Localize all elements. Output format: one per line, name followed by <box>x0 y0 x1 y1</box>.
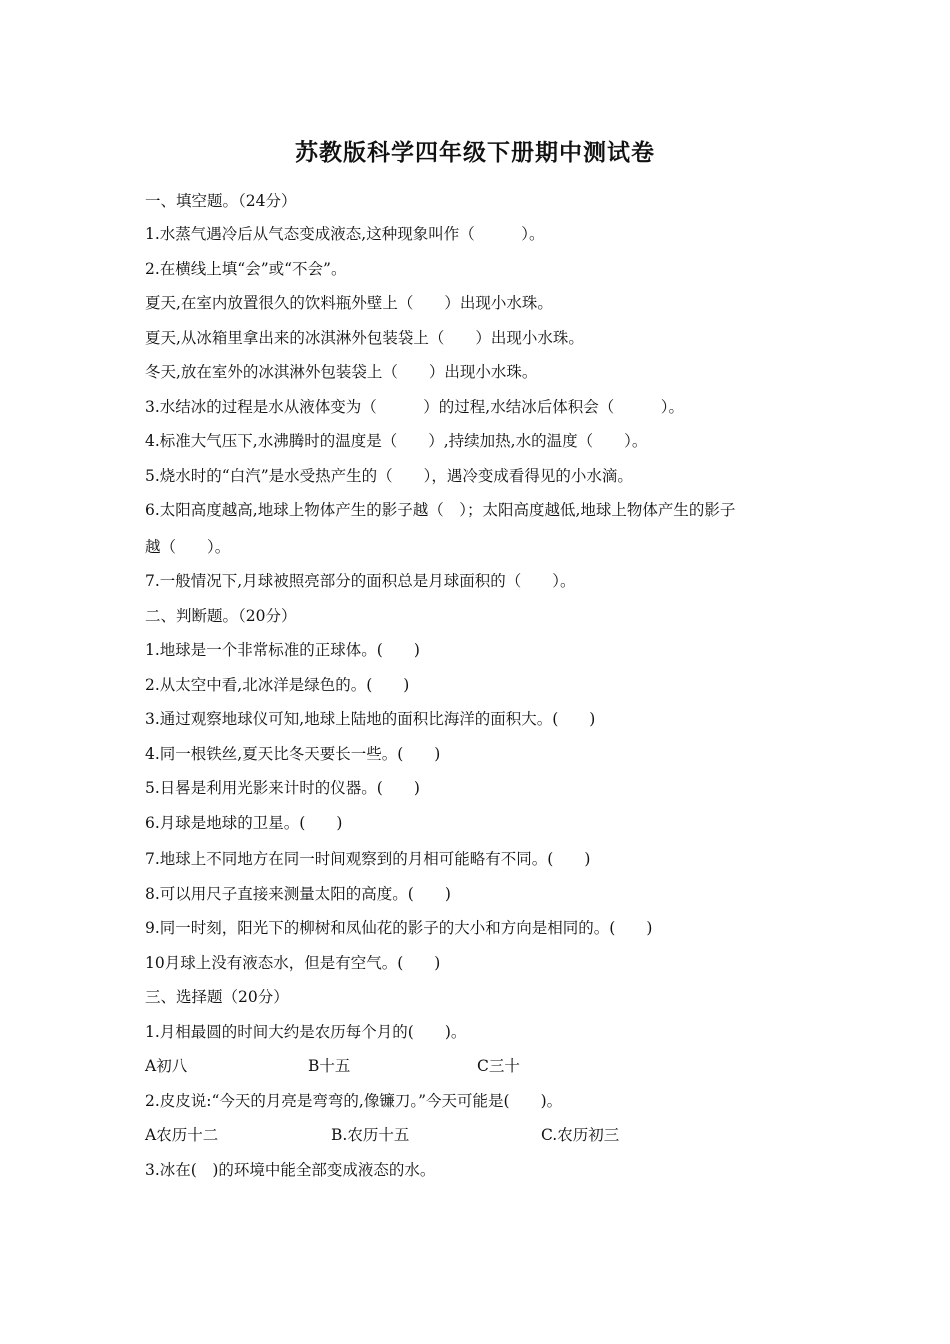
question-text: 8.可以用尺子直接来测量太阳的高度。( ) <box>145 884 451 903</box>
option-a: A初八 <box>145 1057 188 1075</box>
question-text: 越（ ）。 <box>145 537 231 556</box>
question-text: 1.月相最圆的时间大约是农历每个月的( )。 <box>145 1022 467 1041</box>
question-text: 2.皮皮说:“今天的月亮是弯弯的,像镰刀。”今天可能是( )。 <box>145 1091 563 1110</box>
section-heading-multiple-choice: 三、选择题（20分） <box>145 988 289 1006</box>
option-a: A农历十二 <box>145 1126 219 1144</box>
exam-body <box>145 190 815 1187</box>
question-text: 10月球上没有液态水，但是有空气。( ) <box>145 953 441 972</box>
question-text: 4.标准大气压下,水沸腾时的温度是（ ）,持续加热,水的温度（ ）。 <box>145 432 648 450</box>
page-title: 苏教版科学四年级下册期中测试卷 <box>295 139 655 166</box>
option-b: B.农历十五 <box>331 1126 410 1144</box>
question-text: 冬天,放在室外的冰淇淋外包装袋上（ ）出现小水珠。 <box>145 363 538 381</box>
answer-options <box>145 1049 815 1084</box>
section-heading-fill-blank: 一、填空题。（24分） <box>145 192 297 210</box>
question-text: 3.通过观察地球仪可知,地球上陆地的面积比海洋的面积大。( ) <box>145 710 596 728</box>
question-text: 7.一般情况下,月球被照亮部分的面积总是月球面积的（ ）。 <box>145 572 576 590</box>
question-text: 2.在横线上填“会”或“不会”。 <box>145 259 347 278</box>
answer-options <box>145 1118 815 1153</box>
option-c: C三十 <box>477 1057 520 1075</box>
question-text: 1.地球是一个非常标准的正球体。( ) <box>145 641 420 659</box>
question-text: 7.地球上不同地方在同一时间观察到的月相可能略有不同。( ) <box>145 850 591 868</box>
question-text: 5.日晷是利用光影来计时的仪器。( ) <box>145 779 420 797</box>
question-text: 5.烧水时的“白汽”是水受热产生的（ ），遇冷变成看得见的小水滴。 <box>145 466 633 485</box>
question-text: 3.冰在( )的环境中能全部变成液态的水。 <box>145 1160 436 1179</box>
question-text: 6.太阳高度越高,地球上物体产生的影子越（ ）；太阳高度越低,地球上物体产生的影子 <box>145 501 736 519</box>
option-c: C.农历初三 <box>541 1126 620 1144</box>
question-text: 6.月球是地球的卫星。( ) <box>145 813 343 832</box>
question-text: 2.从太空中看,北冰洋是绿色的。( ) <box>145 675 410 694</box>
section-heading-true-false: 二、判断题。（20分） <box>145 606 297 625</box>
question-text: 夏天,从冰箱里拿出来的冰淇淋外包装袋上（ ）出现小水珠。 <box>145 328 584 347</box>
question-text: 1.水蒸气遇冷后从气态变成液态,这种现象叫作（ ）。 <box>145 225 545 243</box>
option-b: B十五 <box>308 1057 351 1075</box>
question-text: 4.同一根铁丝,夏天比冬天要长一些。( ) <box>145 744 441 763</box>
question-text: 夏天,在室内放置很久的饮料瓶外壁上（ ）出现小水珠。 <box>145 294 553 312</box>
question-text: 3.水结冰的过程是水从液体变为（ ）的过程,水结冰后体积会（ ）。 <box>145 397 684 416</box>
question-text: 9.同一时刻，阳光下的柳树和凤仙花的影子的大小和方向是相同的。( ) <box>145 919 653 937</box>
